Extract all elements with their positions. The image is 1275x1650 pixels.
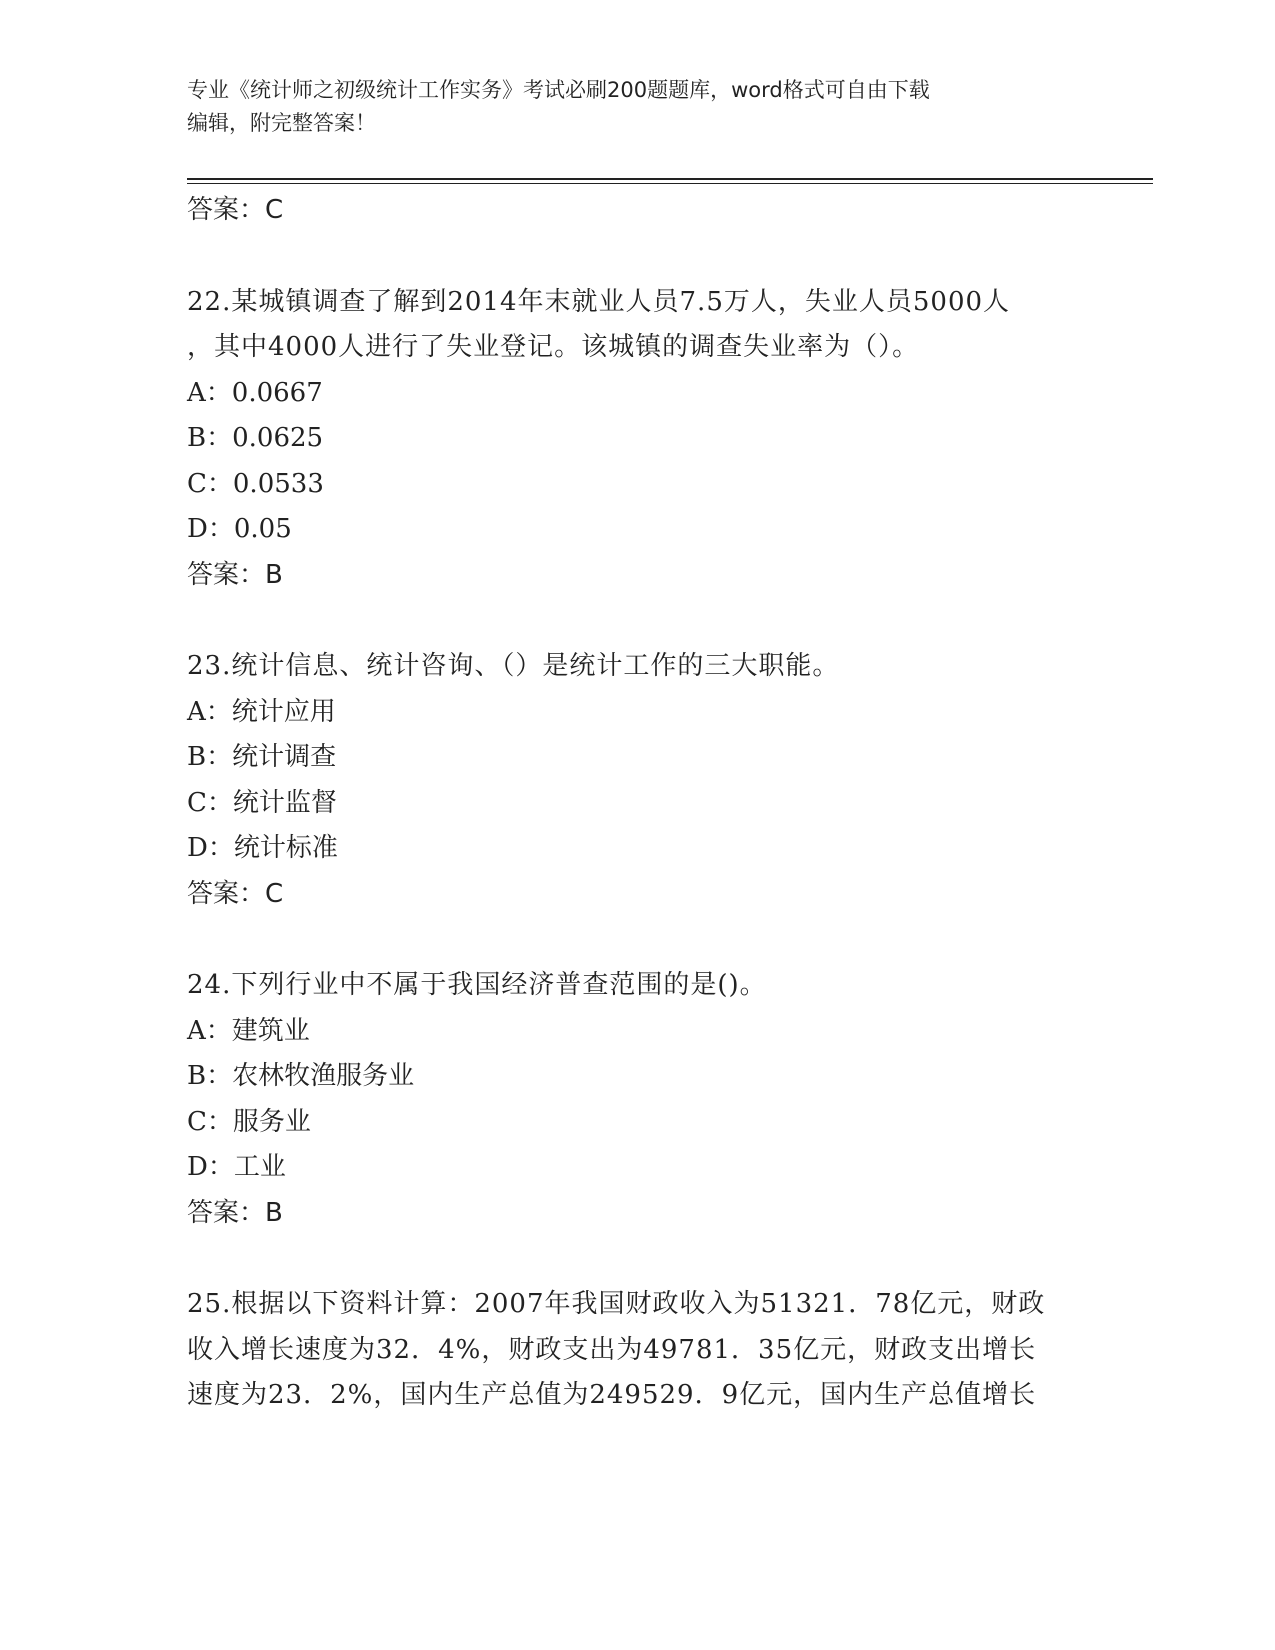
option-d: D：工业 — [187, 1152, 286, 1182]
question-stem: 速度为23．2%，国内生产总值为249529．9亿元，国内生产总值增长 — [187, 1380, 1037, 1410]
answer: 答案：B — [187, 1197, 283, 1228]
header-divider — [187, 178, 1153, 180]
option-a: A：0.0667 — [187, 377, 323, 408]
question-23 — [187, 644, 1087, 917]
header-line-1: 专业《统计师之初级统计工作实务》考试必刷200题题库，word格式可自由下载 — [187, 78, 930, 102]
question-25 — [187, 1282, 1087, 1419]
option-b: B：统计调查 — [187, 742, 337, 772]
option-b: B：0.0625 — [187, 423, 324, 453]
option-a: A：建筑业 — [187, 1015, 310, 1046]
question-24 — [187, 963, 1087, 1236]
question-stem: 24.下列行业中不属于我国经济普查范围的是()。 — [187, 970, 767, 1000]
option-c: C：统计监督 — [187, 787, 337, 818]
question-stem: 25.根据以下资料计算：2007年我国财政收入为51321．78亿元，财政 — [187, 1289, 1046, 1319]
question-stem: 23.统计信息、统计咨询、（）是统计工作的三大职能。 — [187, 651, 840, 681]
answer: 答案：B — [187, 559, 283, 590]
question-stem: 收入增长速度为32．4%，财政支出为49781．35亿元，财政支出增长 — [187, 1334, 1037, 1365]
question-stem: ，其中4000人进行了失业登记。该城镇的调查失业率为（）。 — [187, 332, 920, 362]
option-c: C：0.0533 — [187, 468, 324, 499]
header-divider-thin — [187, 183, 1153, 184]
previous-answer: 答案：C — [187, 195, 284, 225]
option-b: B：农林牧渔服务业 — [187, 1061, 415, 1091]
option-d: D：统计标准 — [187, 833, 338, 863]
answer: 答案：C — [187, 878, 284, 909]
option-d: D：0.05 — [187, 514, 292, 544]
option-a: A：统计应用 — [187, 696, 336, 727]
question-22 — [187, 280, 1087, 599]
header-line-2: 编辑，附完整答案！ — [187, 111, 376, 135]
question-stem: 22.某城镇调查了解到2014年末就业人员7.5万人，失业人员5000人 — [187, 286, 1011, 317]
option-c: C：服务业 — [187, 1106, 311, 1137]
question-list — [187, 188, 1087, 1419]
page-header — [187, 74, 1087, 140]
